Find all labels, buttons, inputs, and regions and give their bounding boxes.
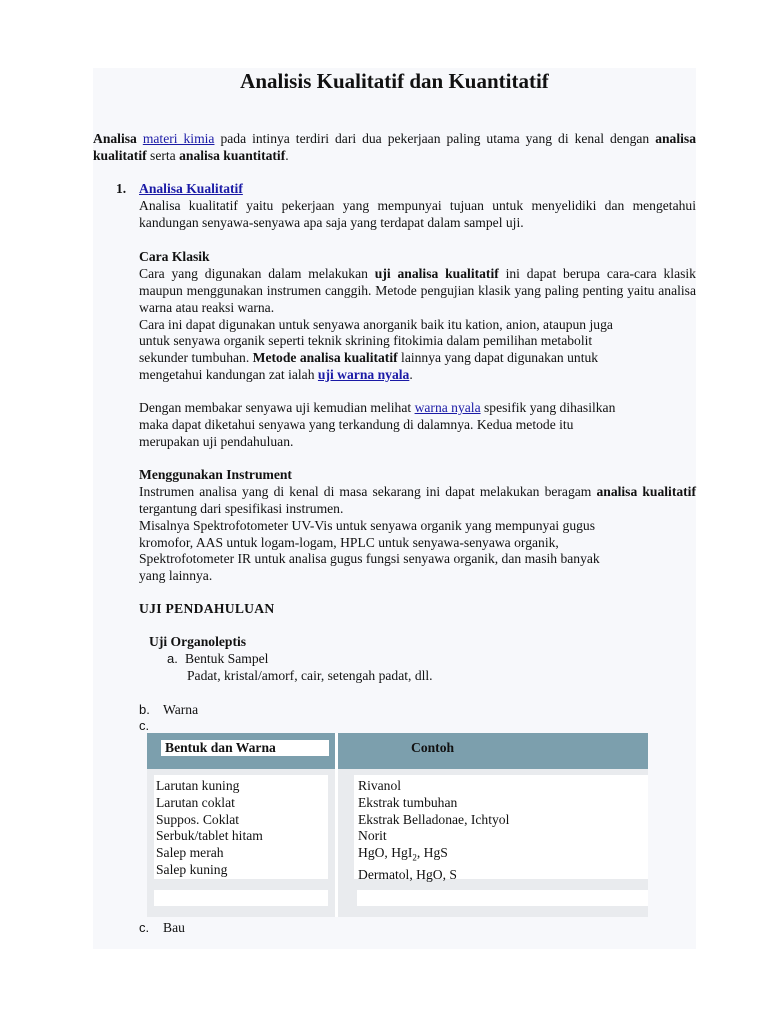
cara-klasik-line-2: untuk senyawa organik seperti teknik skrining fitokimia dalam pemilihan metabolit [139, 333, 593, 348]
cara-klasik-line-4: mengetahui kandungan zat ialah uji warna nyala. [139, 367, 413, 382]
table-header-contoh: Contoh [411, 740, 455, 755]
link-uji-warna-nyala[interactable]: uji warna nyala [317, 367, 410, 382]
table-col-bentuk [156, 778, 263, 879]
table-row: Serbuk/tablet hitam [156, 828, 263, 844]
intro-bold-kualitatif: analisa kualitatif [93, 131, 696, 163]
section-number: 1. [116, 181, 127, 196]
instrument-line-2: kromofor, AAS untuk logam-logam, HPLC untuk senyawa-senyawa organik, [139, 535, 559, 550]
uji-heading: UJI PENDAHULUAN [139, 601, 275, 616]
table-row: Salep merah [156, 845, 224, 861]
intro-bold-kuantitatif: analisa kuantitatif [179, 147, 286, 163]
table-row: HgO, HgI$_2$, HgS [358, 845, 448, 863]
intro-analisa: Analisa [93, 131, 137, 146]
item-c-marker: c. [139, 718, 150, 733]
section1-paragraph: Analisa kualitatif yaitu pekerjaan yang mempunyai tujuan untuk menyelidiki dan mengetahui kandungan senyawa-senyawa apa saja yang terdapat dalam sampel uji. [139, 198, 696, 230]
cara-klasik-line-3: sekunder tumbuhan. Metode analisa kualitatif lainnya yang dapat digunakan untuk [139, 350, 599, 365]
section-heading [139, 181, 243, 198]
intro-text-1: pada intinya terdiri dari dua pekerjaan paling utama yang di kenal dengan [214, 131, 656, 146]
link-materi-kimia[interactable]: materi kimia [142, 131, 215, 146]
table-row: Dermatol, HgO, S [358, 866, 457, 882]
instrument-line-4: yang lainnya. [139, 568, 213, 583]
item-b-label: Warna [163, 702, 199, 717]
instrument-heading: Menggunakan Instrument [139, 467, 292, 482]
table-row: Rivanol [358, 778, 402, 793]
instrument-line-3: Spektrofotometer IR untuk analisa gugus fungsi senyawa organik, dan masih banyak [139, 551, 600, 566]
cara-klasik-line-1: Cara ini dapat digunakan untuk senyawa anorganik baik itu kation, anion, ataupun juga [139, 317, 613, 332]
table-row: Larutan coklat [156, 794, 235, 810]
intro-text-3: . [285, 147, 289, 163]
table-header-bentuk: Bentuk dan Warna [161, 740, 329, 756]
intro-text-2: serta [146, 147, 180, 163]
link-analisa-kualitatif[interactable]: Analisa Kualitatif [139, 181, 243, 196]
table-row: Larutan kuning [156, 778, 240, 793]
instrument-line-1: Misalnya Spektrofotometer UV-Vis untuk senyawa organik yang mempunyai gugus [139, 518, 596, 533]
table-row: Ekstrak tumbuhan [358, 794, 458, 810]
item-a-detail: Padat, kristal/amorf, cair, setengah padat, dll. [187, 668, 433, 683]
table-col-contoh [358, 778, 509, 884]
instrument-paragraph-1: Instrumen analisa yang di kenal di masa sekarang ini dapat melakukan beragam analisa kualitatif tergantung dari spesifikasi instrumen. [139, 484, 696, 516]
item-b-marker: b. [139, 702, 150, 717]
intro-paragraph [93, 131, 696, 165]
table-empty-cell-1 [154, 890, 328, 906]
cara-klasik-heading: Cara Klasik [139, 249, 210, 264]
color-table [147, 733, 648, 917]
item-a-marker: a. [167, 651, 178, 666]
table-empty-cell-2 [357, 890, 648, 906]
warna-nyala-line-1: Dengan membakar senyawa uji kemudian melihat warna nyala spesifik yang dihasilkan [139, 400, 616, 415]
link-warna-nyala[interactable]: warna nyala [414, 400, 481, 415]
cara-klasik-paragraph-1: Cara yang digunakan dalam melakukan uji analisa kualitatif ini dapat berupa cara-cara klasik maupun menggunakan instrumen canggih. Metode pengujian klasik yang paling penting yaitu analisa warna atau reaksi warna. [139, 266, 696, 315]
item-c2-label: Bau [163, 920, 185, 935]
warna-nyala-line-2: maka dapat diketahui senyawa yang terkandung di dalamnya. Kedua metode itu [139, 417, 574, 432]
page-title: Analisis Kualitatif dan Kuantitatif [240, 69, 549, 93]
item-a-label: Bentuk Sampel [185, 651, 269, 666]
table-column-divider [335, 733, 338, 917]
item-c2-marker: c. [139, 920, 150, 935]
table-row: Salep kuning [156, 861, 228, 877]
table-row: Ekstrak Belladonae, Ichtyol [358, 811, 510, 827]
uji-sub-heading: Uji Organoleptis [149, 634, 247, 649]
warna-nyala-line-3: merupakan uji pendahuluan. [139, 434, 294, 449]
table-row: Norit [358, 828, 387, 844]
table-row: Suppos. Coklat [156, 811, 240, 827]
